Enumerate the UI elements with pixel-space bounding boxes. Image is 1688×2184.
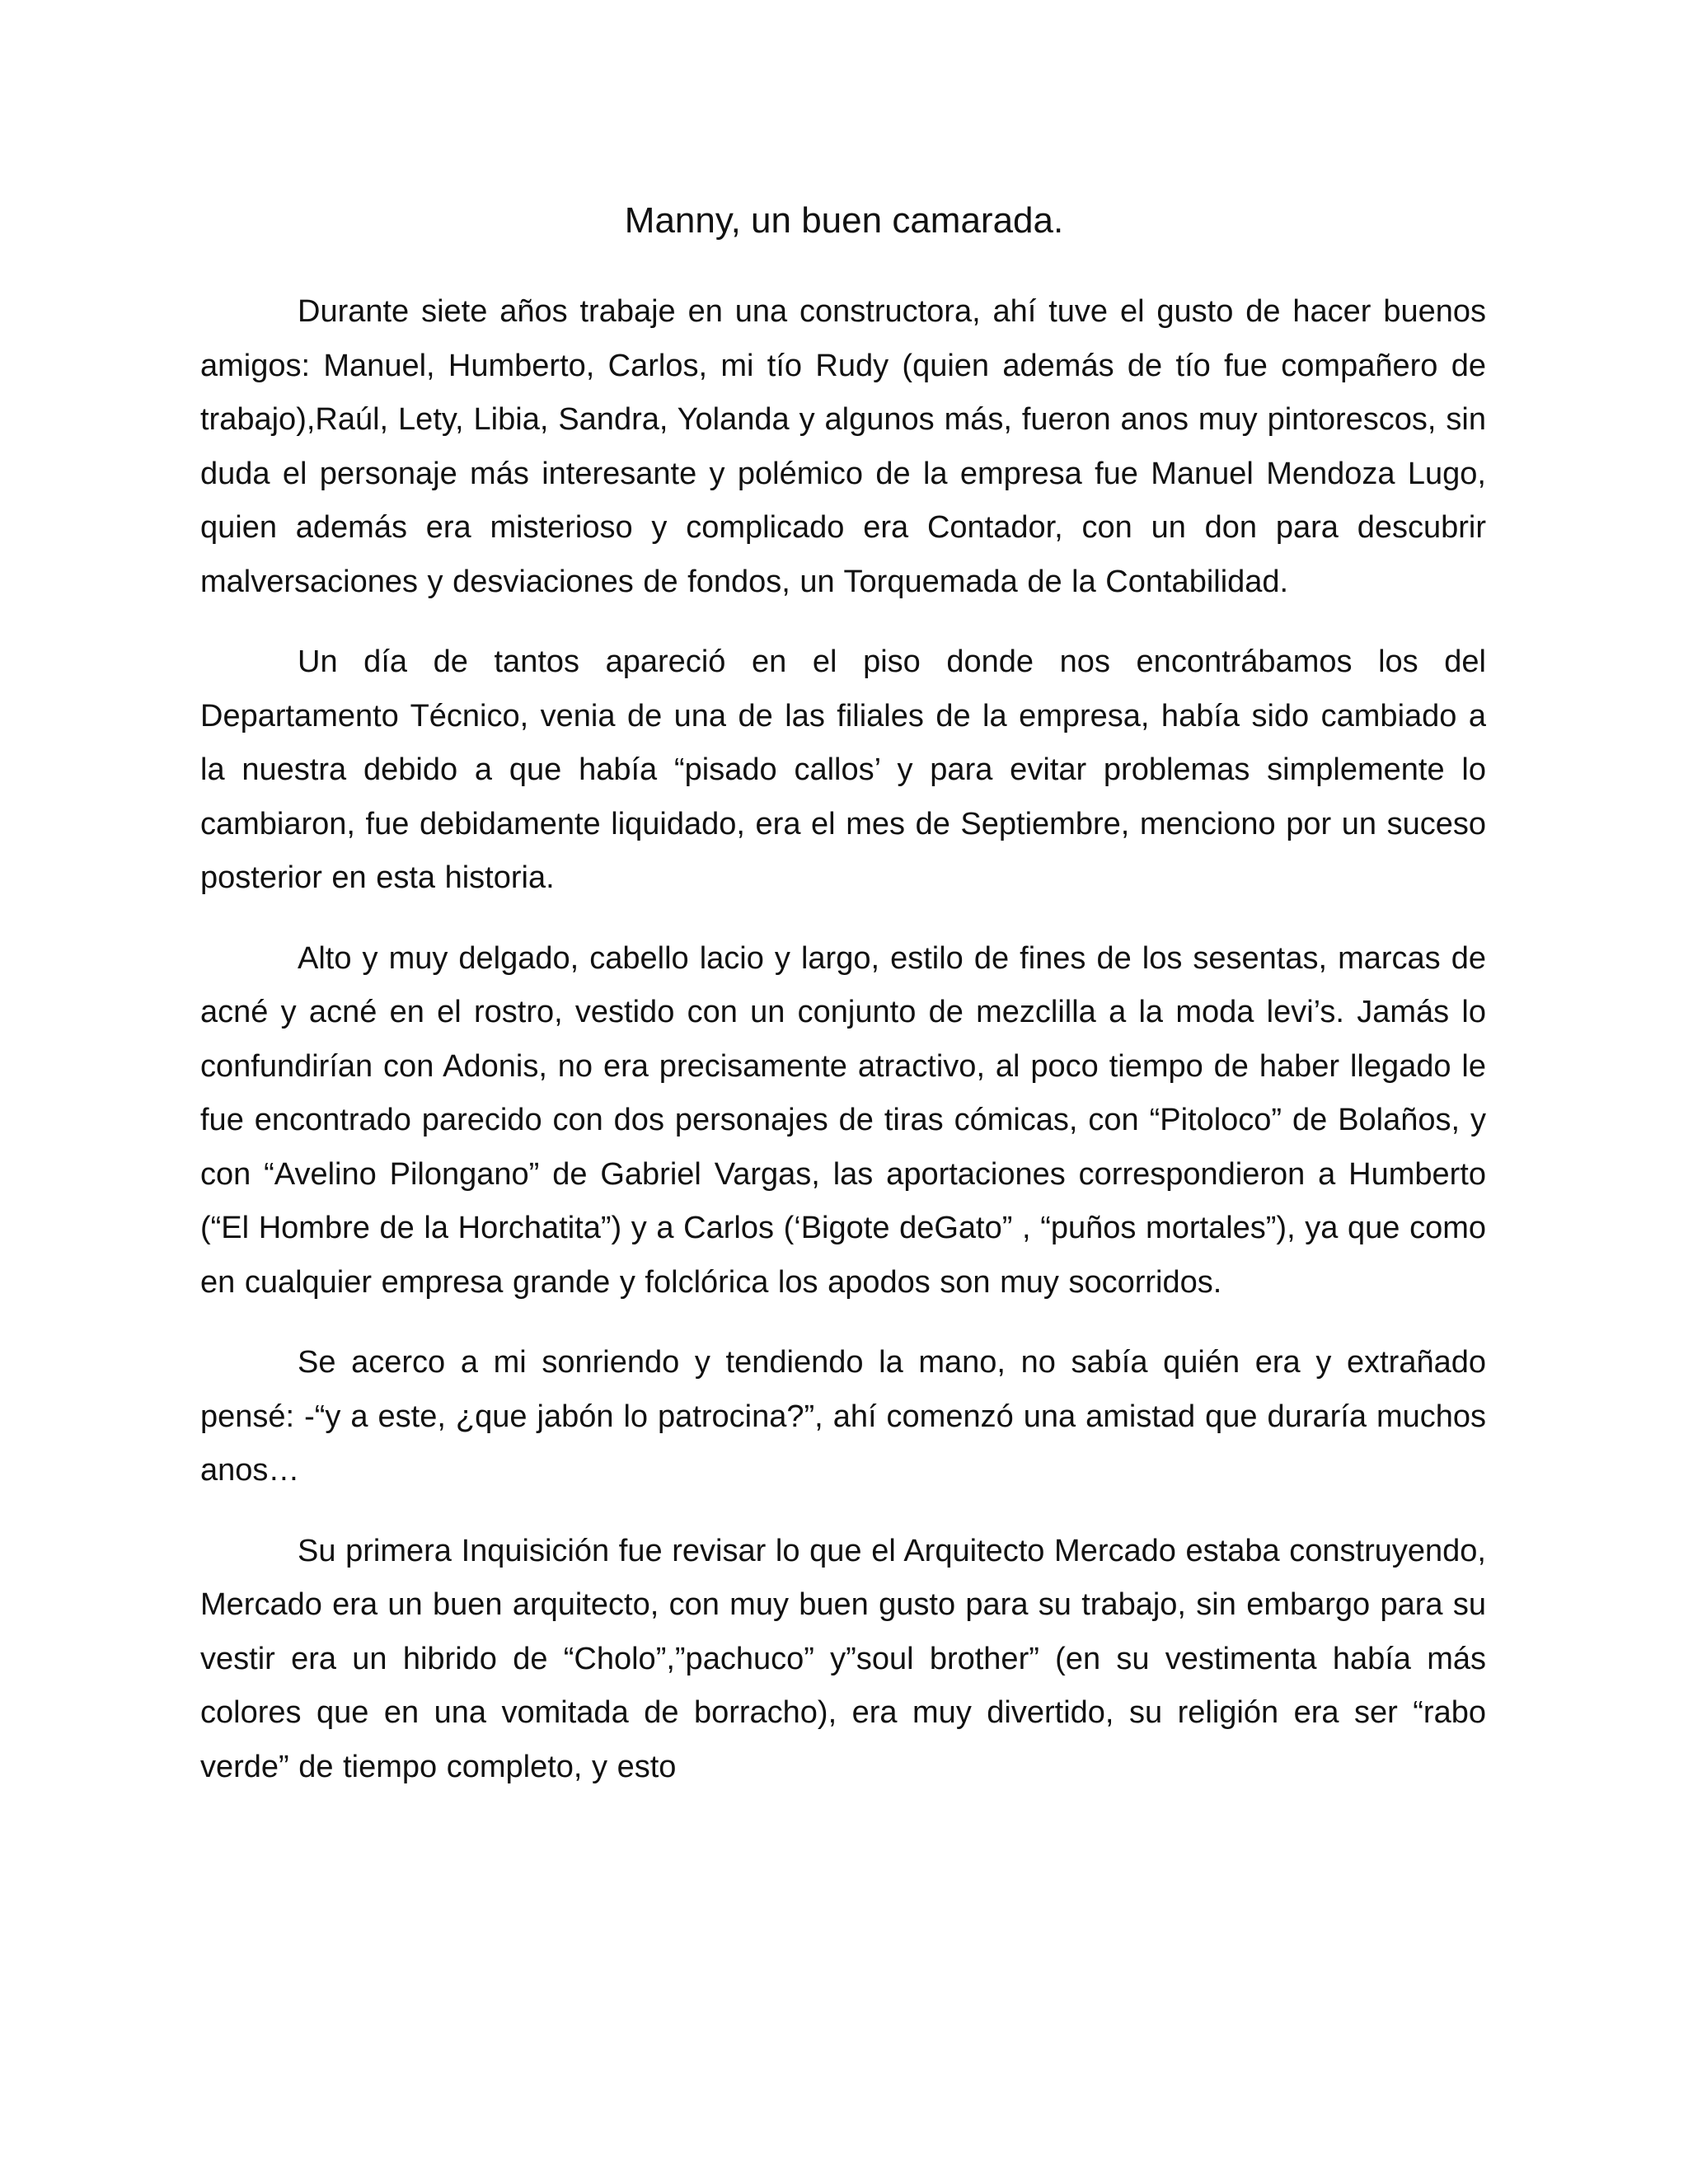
paragraph-2: Un día de tantos apareció en el piso donde nos encontrábamos los del Departamento Técnico, venia de una de las filiales de la empresa, había sido cambiado a la nuestra debido a que había “pisado callos’ y para evitar problemas simplemente lo cambiaron, fue debidamente liquidado, era el mes de Septiembre, menciono por un suceso posterior en esta historia. <box>200 644 1486 895</box>
paragraph-1: Durante siete años trabaje en una constructora, ahí tuve el gusto de hacer buenos amigos: Manuel, Humberto, Carlos, mi tío Rudy (quien además de tío fue compañero de trabajo),Raúl, Lety, Libia, Sandra, Yolanda y algunos más, fueron anos muy pintorescos, sin duda el personaje más interesante y polémico de la empresa fue Manuel Mendoza Lugo, quien además era misterioso y complicado era Contador, con un don para descubrir malversaciones y desviaciones de fondos, un Torquemada de la Contabilidad. <box>200 294 1486 599</box>
document-title: Manny, un buen camarada. <box>624 200 1064 241</box>
paragraph-5: Su primera Inquisición fue revisar lo que el Arquitecto Mercado estaba construyendo, Mercado era un buen arquitecto, con muy buen gusto para su trabajo, sin embargo para su vestir era un hibrido de “Cholo”,”pachuco” y”soul brother” (en su vestimenta había más colores que en una vomitada de borracho), era muy divertido, su religión era ser “rabo verde” de tiempo completo, y esto <box>200 1533 1486 1784</box>
paragraph-3: Alto y muy delgado, cabello lacio y largo, estilo de fines de los sesentas, marcas de acné y acné en el rostro, vestido con un conjunto de mezclilla a la moda levi’s. Jamás lo confundirían con Adonis, no era precisamente atractivo, al poco tiempo de haber llegado le fue encontrado parecido con dos personajes de tiras cómicas, con “Pitoloco” de Bolaños, y con “Avelino Pilongano” de Gabriel Vargas, las aportaciones correspondieron a Humberto (“El Hombre de la Horchatita”) y a Carlos (‘Bigote deGato” , “puños mortales”), ya que como en cualquier empresa grande y folclórica los apodos son muy socorridos. <box>200 940 1486 1300</box>
paragraph-4: Se acerco a mi sonriendo y tendiendo la mano, no sabía quién era y extrañado pensé: -“y a este, ¿que jabón lo patrocina?”, ahí comenzó una amistad que duraría muchos anos… <box>200 1345 1486 1488</box>
document-body <box>200 285 1486 1821</box>
